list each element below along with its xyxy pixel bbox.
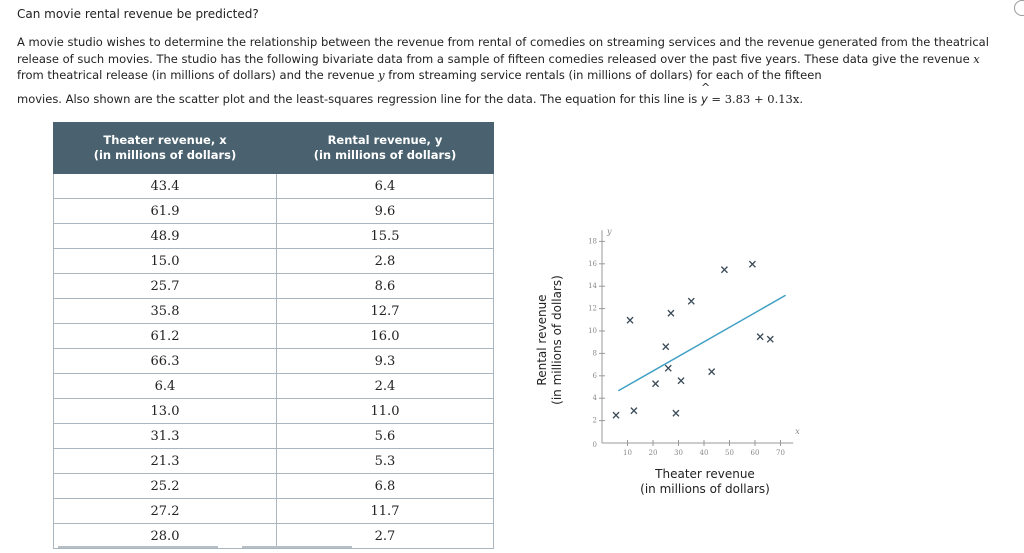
y-tick-label: 8 — [592, 349, 597, 358]
table-row — [54, 524, 494, 549]
y-tick-label: 6 — [592, 371, 597, 380]
y-tick-label: 18 — [588, 237, 597, 246]
data-point: × — [765, 331, 776, 346]
cell-theater-revenue: 61.9 — [54, 199, 277, 224]
data-point: × — [676, 373, 687, 388]
table-row — [54, 324, 494, 349]
cell-rental-revenue: 5.3 — [277, 449, 494, 474]
cell-theater-revenue: 61.2 — [54, 324, 277, 349]
var-x: x — [973, 51, 980, 66]
intro-paragraph-2 — [17, 91, 992, 108]
data-point: × — [610, 408, 622, 422]
table-row — [54, 299, 494, 324]
x-axis-letter: x — [795, 427, 800, 436]
y-tick-label: 16 — [588, 259, 597, 268]
table-row — [54, 399, 494, 424]
y-tick-label: 12 — [588, 304, 597, 313]
data-point: × — [755, 329, 766, 344]
table-row — [54, 349, 494, 374]
cell-rental-revenue: 11.7 — [277, 499, 494, 524]
question-text — [17, 34, 992, 107]
x-axis-label: Theater revenue (in millions of dollars) — [640, 467, 770, 496]
data-point: × — [686, 293, 697, 308]
equation-rhs: = 3.83 + 0.13x. — [707, 91, 803, 106]
page-title: Can movie rental revenue be predicted? — [17, 7, 259, 21]
cell-rental-revenue: 16.0 — [277, 324, 494, 349]
answer-field-stub — [58, 546, 218, 553]
table-header-row — [54, 123, 494, 174]
data-point: × — [719, 262, 730, 277]
data-point: × — [628, 403, 639, 418]
table-row — [54, 249, 494, 274]
intro-text-4: movies. Also shown are the scatter plot and the least-squares regression line for the data. The equation for this line is — [17, 91, 701, 106]
cell-theater-revenue: 27.2 — [54, 499, 277, 524]
table-row — [54, 449, 494, 474]
cell-theater-revenue: 13.0 — [54, 399, 277, 424]
cell-rental-revenue: 12.7 — [277, 299, 494, 324]
intro-text-2: from theatrical release (in millions of dollars) and the revenue — [17, 68, 379, 82]
table-row — [54, 199, 494, 224]
equation-yhat: ^ y — [701, 91, 708, 108]
data-point: × — [706, 364, 717, 379]
cell-rental-revenue: 9.6 — [277, 199, 494, 224]
intro-text-3: from streaming service rentals (in millions of dollars) for each of the fifteen — [384, 68, 822, 82]
scroll-indicator-icon — [1014, 0, 1024, 16]
cell-rental-revenue: 2.7 — [277, 524, 494, 549]
data-point: × — [670, 405, 681, 420]
cell-rental-revenue: 9.3 — [277, 349, 494, 374]
x-tick-label: 40 — [699, 449, 709, 455]
header-rental-revenue: Rental revenue, y (in millions of dollars) — [277, 123, 494, 174]
cell-rental-revenue: 2.4 — [277, 374, 494, 399]
y-axis-label: Rental revenue (in millions of dollars) — [535, 275, 564, 405]
table-row — [54, 274, 494, 299]
data-point: × — [665, 306, 676, 321]
origin-label: 0 — [592, 441, 597, 449]
intro-paragraph — [17, 34, 992, 84]
var-y: y — [378, 68, 385, 82]
cell-rental-revenue: 6.4 — [277, 174, 494, 199]
answer-field-stub-2 — [242, 546, 352, 553]
x-tick-label: 20 — [648, 449, 658, 455]
data-point: × — [660, 339, 671, 354]
header-theater-revenue: Theater revenue, x (in millions of dollars) — [54, 123, 277, 174]
cell-theater-revenue: 15.0 — [54, 249, 277, 274]
data-point: × — [650, 376, 661, 391]
cell-rental-revenue: 5.6 — [277, 424, 494, 449]
cell-theater-revenue: 28.0 — [54, 524, 277, 549]
y-axis-letter: y — [607, 227, 612, 237]
data-point: × — [663, 360, 674, 375]
x-tick-label: 10 — [623, 449, 632, 455]
cell-theater-revenue: 25.2 — [54, 474, 277, 499]
data-point: × — [625, 312, 636, 327]
cell-theater-revenue: 21.3 — [54, 449, 277, 474]
cell-theater-revenue: 43.4 — [54, 174, 277, 199]
table-row — [54, 424, 494, 449]
cell-theater-revenue: 6.4 — [54, 374, 277, 399]
table-row — [54, 499, 494, 524]
table-row — [54, 374, 494, 399]
x-tick-label: 70 — [776, 449, 785, 455]
table-row — [54, 474, 494, 499]
cell-theater-revenue: 66.3 — [54, 349, 277, 374]
data-point: × — [747, 256, 758, 271]
y-tick-label: 2 — [592, 416, 597, 425]
intro-text-1: A movie studio wishes to determine the relationship between the revenue from rental of comedies on streaming services and the revenue generated from the theatrical release of such movies. The studio has the following bivariate data from a sample of fifteen comedies released over the past five years. These data give the revenue — [17, 35, 989, 66]
x-tick-label: 30 — [674, 449, 683, 455]
table-row — [54, 174, 494, 199]
y-tick-label: 4 — [592, 394, 597, 403]
cell-rental-revenue: 11.0 — [277, 399, 494, 424]
data-table — [53, 122, 494, 549]
scatter-plot — [520, 195, 820, 459]
cell-theater-revenue: 35.8 — [54, 299, 277, 324]
x-tick-label: 60 — [750, 449, 760, 455]
cell-theater-revenue: 31.3 — [54, 424, 277, 449]
y-tick-label: 14 — [588, 282, 597, 291]
table-row — [54, 224, 494, 249]
cell-theater-revenue: 25.7 — [54, 274, 277, 299]
cell-rental-revenue: 15.5 — [277, 224, 494, 249]
x-tick-label: 50 — [725, 449, 734, 455]
cell-rental-revenue: 8.6 — [277, 274, 494, 299]
cell-rental-revenue: 2.8 — [277, 249, 494, 274]
cell-rental-revenue: 6.8 — [277, 474, 494, 499]
cell-theater-revenue: 48.9 — [54, 224, 277, 249]
y-tick-label: 10 — [588, 327, 597, 335]
